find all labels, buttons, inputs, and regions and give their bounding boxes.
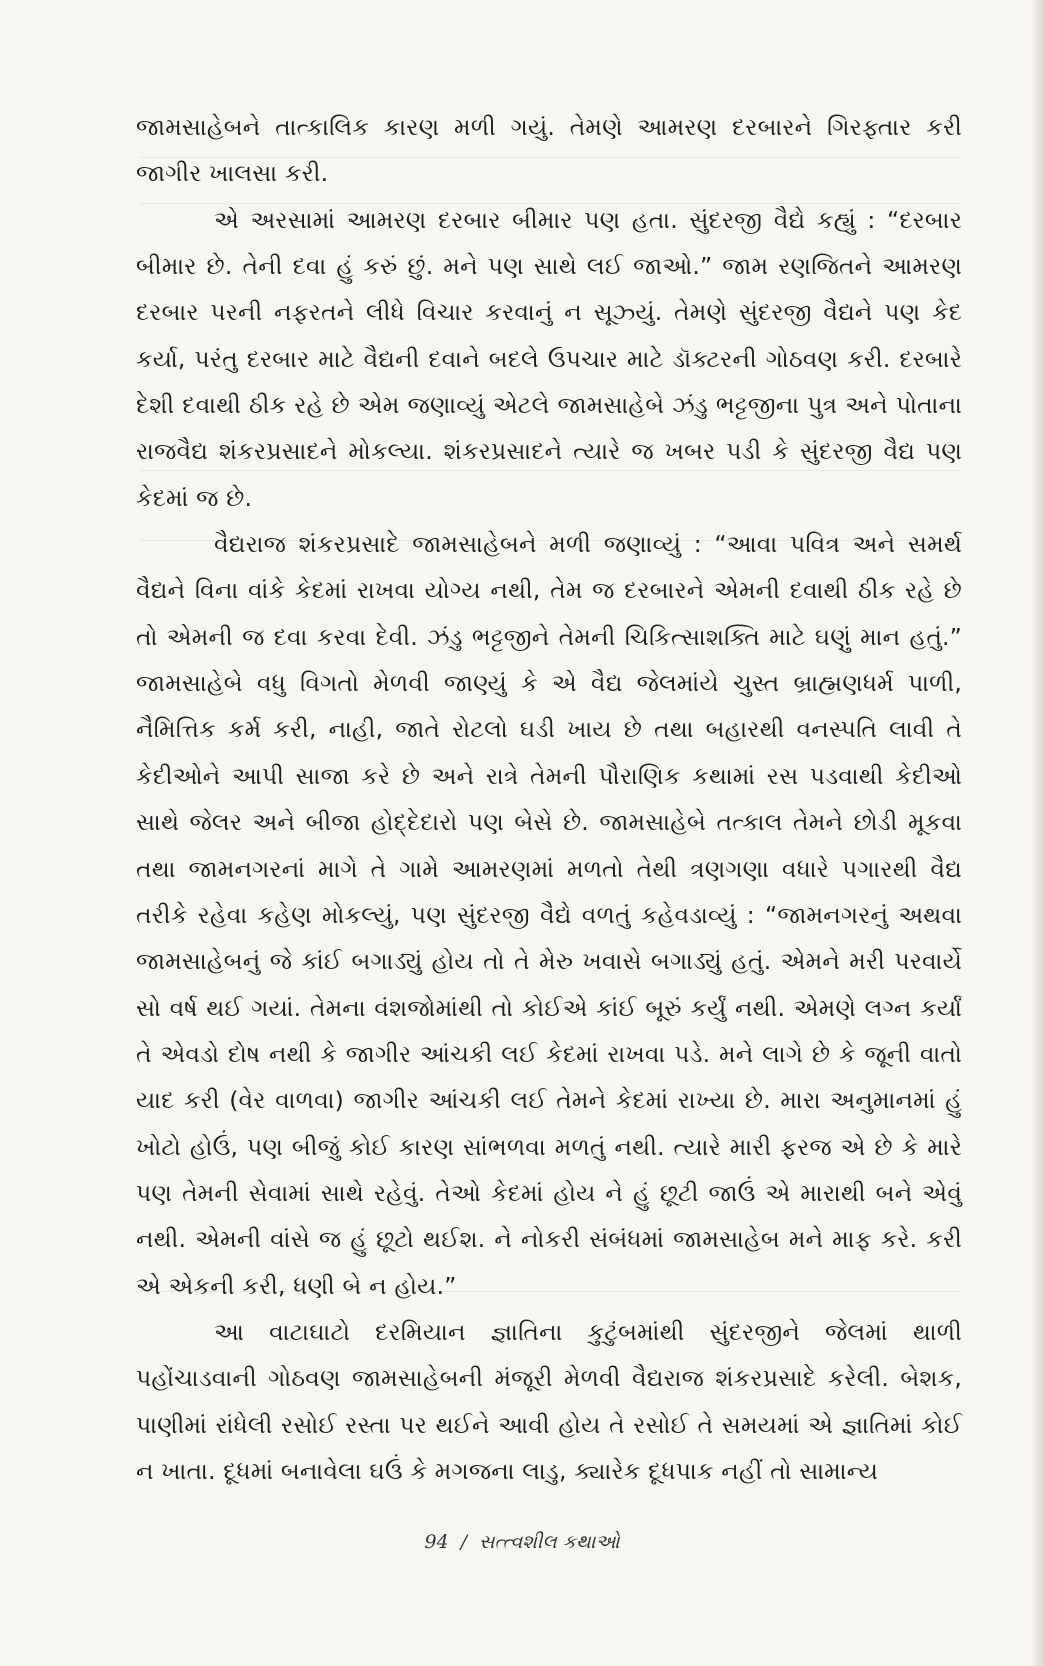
page-number: 94: [424, 1531, 449, 1553]
book-title: સત્ત્વશીલ કથાઓ: [479, 1531, 620, 1553]
paragraph: એ અરસામાં આમરણ દરબાર બીમાર પણ હતા. સુંદરજી વૈદ્યે કહ્યું : “દરબાર બીમાર છે. તેની દવા હું કરું છું. મને પણ સાથે લઈ જાઓ.” જામ રણજિતને આમરણ દરબાર પરની નફરતને લીધે વિચાર કરવાનું ન સૂઝ્યું. તેમણે સુંદરજી વૈદ્યને પણ કેદ કર્યા, પરંતુ દરબાર માટે વૈદ્યની દવાને બદલે ઉપચાર માટે ડૉક્ટરની ગોઠવણ કરી. દરબારે દેશી દવાથી ઠીક રહે છે એમ જણાવ્યું એટલે જામસાહેબે ઝંડુ ભટ્ટજીના પુત્ર અને પોતાના રાજવૈદ્ય શંકરપ્રસાદને મોકલ્યા. શંકરપ્રસાદને ત્યારે જ ખબર પડી કે સુંદરજી વૈદ્ય પણ કેદમાં જ છે.: [136, 205, 962, 512]
paragraph: વૈદ્યરાજ શંકરપ્રસાદે જામસાહેબને મળી જણાવ્યું : “આવા પવિત્ર અને સમર્થ વૈદ્યને વિના વાંકે કેદમાં રાખવા યોગ્ય નથી, તેમ જ દરબારને એમની દવાથી ઠીક રહે છે તો એમની જ દવા કરવા દેવી. ઝંડુ ભટ્ટજીને તેમની ચિકિત્સાશક્તિ માટે ઘણું માન હતું.” જામસાહેબે વધુ વિગતો મેળવી જાણ્યું કે એ વૈદ્ય જેલમાંયે ચુસ્ત બ્રાહ્મણધર્મ પાળી, નૈમિત્તિક કર્મ કરી, નાહી, જાતે રોટલો ઘડી ખાય છે તથા બહારથી વનસ્પતિ લાવી તે કેદીઓને આપી સાજા કરે છે અને રાત્રે તેમની પૌરાણિક કથામાં રસ પડવાથી કેદીઓ સાથે જેલર અને બીજા હોદ્દેદારો પણ બેસે છે. જામસાહેબે તત્કાલ તેમને છોડી મૂકવા તથા જામનગરનાં માગે તે ગામે આમરણમાં મળતો તેથી ત્રણગણા વધારે પગારથી વૈદ્ય તરીકે રહેવા કહેણ મોકલ્યું, પણ સુંદરજી વૈદ્યે વળતું કહેવડાવ્યું : “જામનગરનું અથવા જામસાહેબનું જે કાંઈ બગાડ્યું હોય તો તે મેરુ ખવાસે બગાડ્યું હતું. એમને મરી પરવાર્યે સો વર્ષ થઈ ગયાં. તેમના વંશજોમાંથી તો કોઈએ કાંઈ બૂરું કર્યું નથી. એમણે લગ્ન કર્યાં તે એવડો દોષ નથી કે જાગીર આંચકી લઈ કેદમાં રાખવા પડે. મને લાગે છે કે જૂની વાતો યાદ કરી (વેર વાળવા) જાગીર આંચકી લઈ તેમને કેદમાં રાખ્યા છે. મારા અનુમાનમાં હું ખોટો હોઉં, પણ બીજું કોઈ કારણ સાંભળવા મળતું નથી. ત્યારે મારી ફરજ એ છે કે મારે પણ તેમની સેવામાં સાથે રહેવું. તેઓ કેદમાં હોય ને હું છૂટી જાઉં એ મારાથી બને એવું નથી. એમની વાંસે જ હું છૂટો થઈશ. ને નોકરી સંબંધમાં જામસાહેબ મને માફ કરે. કરી એ એકની કરી, ધણી બે ન હોય.”: [136, 530, 962, 1300]
page-footer: [0, 1531, 1044, 1553]
paragraph: જામસાહેબને તાત્કાલિક કારણ મળી ગયું. તેમણે આમરણ દરબારને ગિરફ્તાર કરી જાગીર ખાલસા કરી.: [136, 113, 962, 188]
page-edge-shadow: [1030, 0, 1044, 1666]
footer-separator: /: [460, 1531, 468, 1553]
body-text: [136, 104, 962, 1494]
paragraph: આ વાટાઘાટો દરમિયાન જ્ઞાતિના કુટુંબમાંથી સુંદરજીને જેલમાં થાળી પહોંચાડવાની ગોઠવણ જામસાહેબની મંજૂરી મેળવી વૈદ્યરાજ શંકરપ્રસાદે કરેલી. બેશક, પાણીમાં રાંધેલી રસોઈ રસ્તા પર થઈને આવી હોય તે રસોઈ તે સમયમાં એ જ્ઞાતિમાં કોઈ ન ખાતા. દૂધમાં બનાવેલા ઘઉં કે મગજના લાડુ, ક્યારેક દૂધપાક નહીં તો સામાન્ય: [136, 1317, 962, 1485]
